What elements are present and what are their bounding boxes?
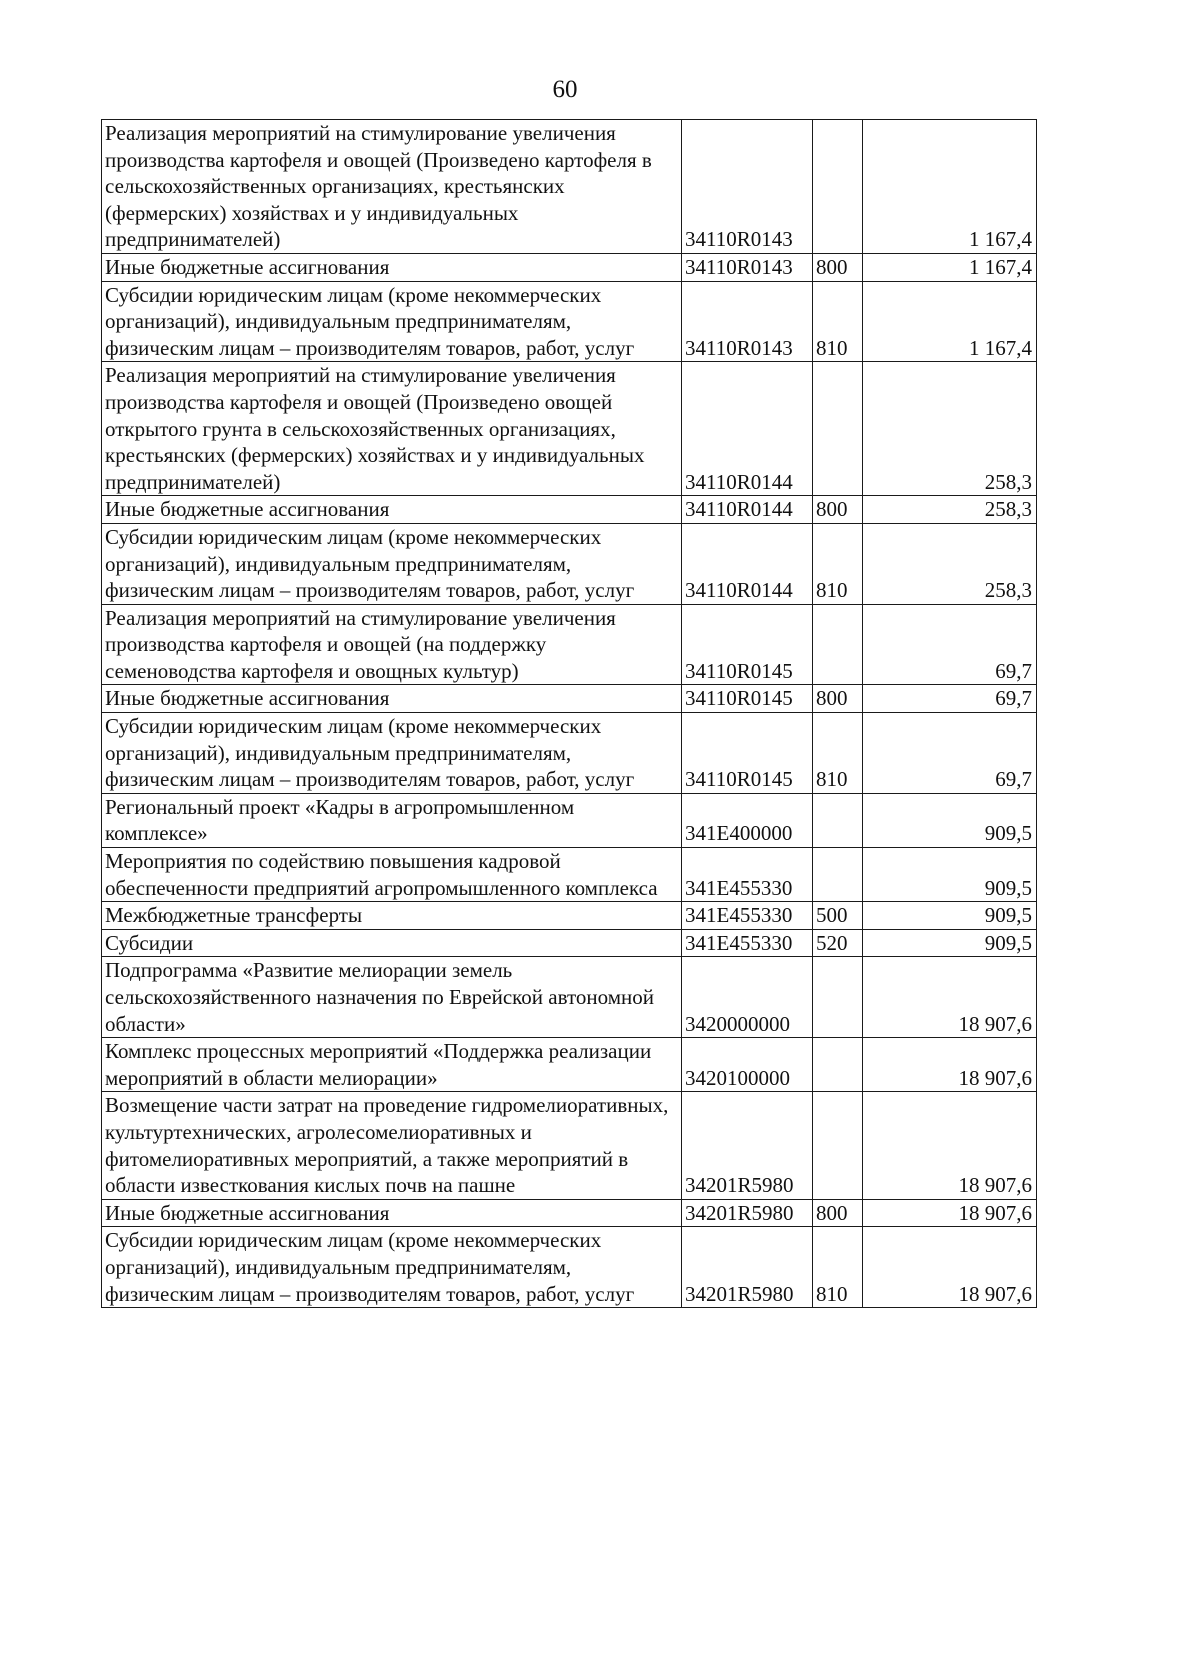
table-row — [102, 1227, 1037, 1308]
table-row — [102, 362, 1037, 496]
row-sum: 258,3 — [863, 362, 1037, 496]
row-name: Комплекс процессных мероприятий «Поддержка реализации мероприятий в области мелиорации» — [102, 1038, 682, 1092]
row-type: 800 — [813, 685, 863, 713]
budget-table — [101, 119, 1037, 1308]
row-name: Иные бюджетные ассигнования — [102, 685, 682, 713]
row-type — [813, 957, 863, 1038]
row-type — [813, 1038, 863, 1092]
row-code: 34110R0144 — [682, 523, 813, 604]
row-type — [813, 1092, 863, 1199]
row-sum: 909,5 — [863, 848, 1037, 902]
row-code: 341E400000 — [682, 793, 813, 847]
row-code: 34110R0145 — [682, 713, 813, 794]
row-name: Региональный проект «Кадры в агропромышленном комплексе» — [102, 793, 682, 847]
row-sum: 18 907,6 — [863, 957, 1037, 1038]
row-sum: 909,5 — [863, 902, 1037, 930]
row-code: 34110R0145 — [682, 685, 813, 713]
row-type: 520 — [813, 929, 863, 957]
row-type — [813, 848, 863, 902]
table-row — [102, 1092, 1037, 1199]
row-sum: 69,7 — [863, 713, 1037, 794]
row-name: Мероприятия по содействию повышения кадровой обеспеченности предприятий агропромышленного комплекса — [102, 848, 682, 902]
row-name: Иные бюджетные ассигнования — [102, 1199, 682, 1227]
row-name: Реализация мероприятий на стимулирование увеличения производства картофеля и овощей (Произведено овощей открытого грунта в сельскохозяйственных организациях, крестьянских (фермерских) хозяйствах и у индивидуальных предпринимателей) — [102, 362, 682, 496]
row-name: Возмещение части затрат на проведение гидромелиоративных, культуртехнических, агролесомелиоративных и фитомелиоративных мероприятий, а также мероприятий в области известкования кислых почв на пашне — [102, 1092, 682, 1199]
row-type: 500 — [813, 902, 863, 930]
row-name: Межбюджетные трансферты — [102, 902, 682, 930]
row-sum: 69,7 — [863, 685, 1037, 713]
table-row — [102, 496, 1037, 524]
row-type: 810 — [813, 281, 863, 362]
row-name: Субсидии юридическим лицам (кроме некоммерческих организаций), индивидуальным предпринимателям, физическим лицам – производителям товаров, работ, услуг — [102, 281, 682, 362]
row-code: 3420100000 — [682, 1038, 813, 1092]
row-code: 34110R0143 — [682, 281, 813, 362]
row-code: 341E455330 — [682, 848, 813, 902]
row-type — [813, 604, 863, 685]
table-row — [102, 713, 1037, 794]
row-sum: 1 167,4 — [863, 253, 1037, 281]
row-code: 34110R0143 — [682, 253, 813, 281]
budget-table-body — [102, 120, 1037, 1308]
table-row — [102, 1038, 1037, 1092]
row-code: 34110R0143 — [682, 120, 813, 254]
row-sum: 18 907,6 — [863, 1227, 1037, 1308]
table-row — [102, 253, 1037, 281]
table-row — [102, 523, 1037, 604]
row-name: Подпрограмма «Развитие мелиорации земель сельскохозяйственного назначения по Еврейской автономной области» — [102, 957, 682, 1038]
row-sum: 258,3 — [863, 496, 1037, 524]
row-sum: 18 907,6 — [863, 1092, 1037, 1199]
row-code: 34110R0144 — [682, 496, 813, 524]
row-name: Реализация мероприятий на стимулирование увеличения производства картофеля и овощей (на поддержку семеноводства картофеля и овощных культур) — [102, 604, 682, 685]
table-row — [102, 120, 1037, 254]
row-name: Иные бюджетные ассигнования — [102, 253, 682, 281]
row-code: 34110R0144 — [682, 362, 813, 496]
table-row — [102, 848, 1037, 902]
row-name: Субсидии юридическим лицам (кроме некоммерческих организаций), индивидуальным предпринимателям, физическим лицам – производителям товаров, работ, услуг — [102, 713, 682, 794]
row-code: 34201R5980 — [682, 1092, 813, 1199]
row-name: Субсидии юридическим лицам (кроме некоммерческих организаций), индивидуальным предпринимателям, физическим лицам – производителям товаров, работ, услуг — [102, 1227, 682, 1308]
row-sum: 1 167,4 — [863, 120, 1037, 254]
row-type: 810 — [813, 523, 863, 604]
row-name: Реализация мероприятий на стимулирование увеличения производства картофеля и овощей (Произведено картофеля в сельскохозяйственных организациях, крестьянских (фермерских) хозяйствах и у индивидуальных предпринимателей) — [102, 120, 682, 254]
table-row — [102, 604, 1037, 685]
table-row — [102, 957, 1037, 1038]
table-row — [102, 685, 1037, 713]
table-row — [102, 281, 1037, 362]
row-sum: 909,5 — [863, 929, 1037, 957]
row-type — [813, 120, 863, 254]
row-name: Субсидии юридическим лицам (кроме некоммерческих организаций), индивидуальным предпринимателям, физическим лицам – производителям товаров, работ, услуг — [102, 523, 682, 604]
table-row — [102, 793, 1037, 847]
row-type — [813, 793, 863, 847]
row-sum: 258,3 — [863, 523, 1037, 604]
row-name: Субсидии — [102, 929, 682, 957]
row-code: 34110R0145 — [682, 604, 813, 685]
table-row — [102, 1199, 1037, 1227]
row-code: 341E455330 — [682, 929, 813, 957]
row-sum: 18 907,6 — [863, 1199, 1037, 1227]
row-code: 341E455330 — [682, 902, 813, 930]
row-type: 800 — [813, 1199, 863, 1227]
row-sum: 69,7 — [863, 604, 1037, 685]
page-number: 60 — [552, 76, 578, 103]
row-type — [813, 362, 863, 496]
row-sum: 18 907,6 — [863, 1038, 1037, 1092]
row-name: Иные бюджетные ассигнования — [102, 496, 682, 524]
row-code: 34201R5980 — [682, 1227, 813, 1308]
row-type: 800 — [813, 496, 863, 524]
table-row — [102, 902, 1037, 930]
row-type: 810 — [813, 713, 863, 794]
row-code: 3420000000 — [682, 957, 813, 1038]
row-type: 810 — [813, 1227, 863, 1308]
row-code: 34201R5980 — [682, 1199, 813, 1227]
table-row — [102, 929, 1037, 957]
row-type: 800 — [813, 253, 863, 281]
row-sum: 909,5 — [863, 793, 1037, 847]
row-sum: 1 167,4 — [863, 281, 1037, 362]
